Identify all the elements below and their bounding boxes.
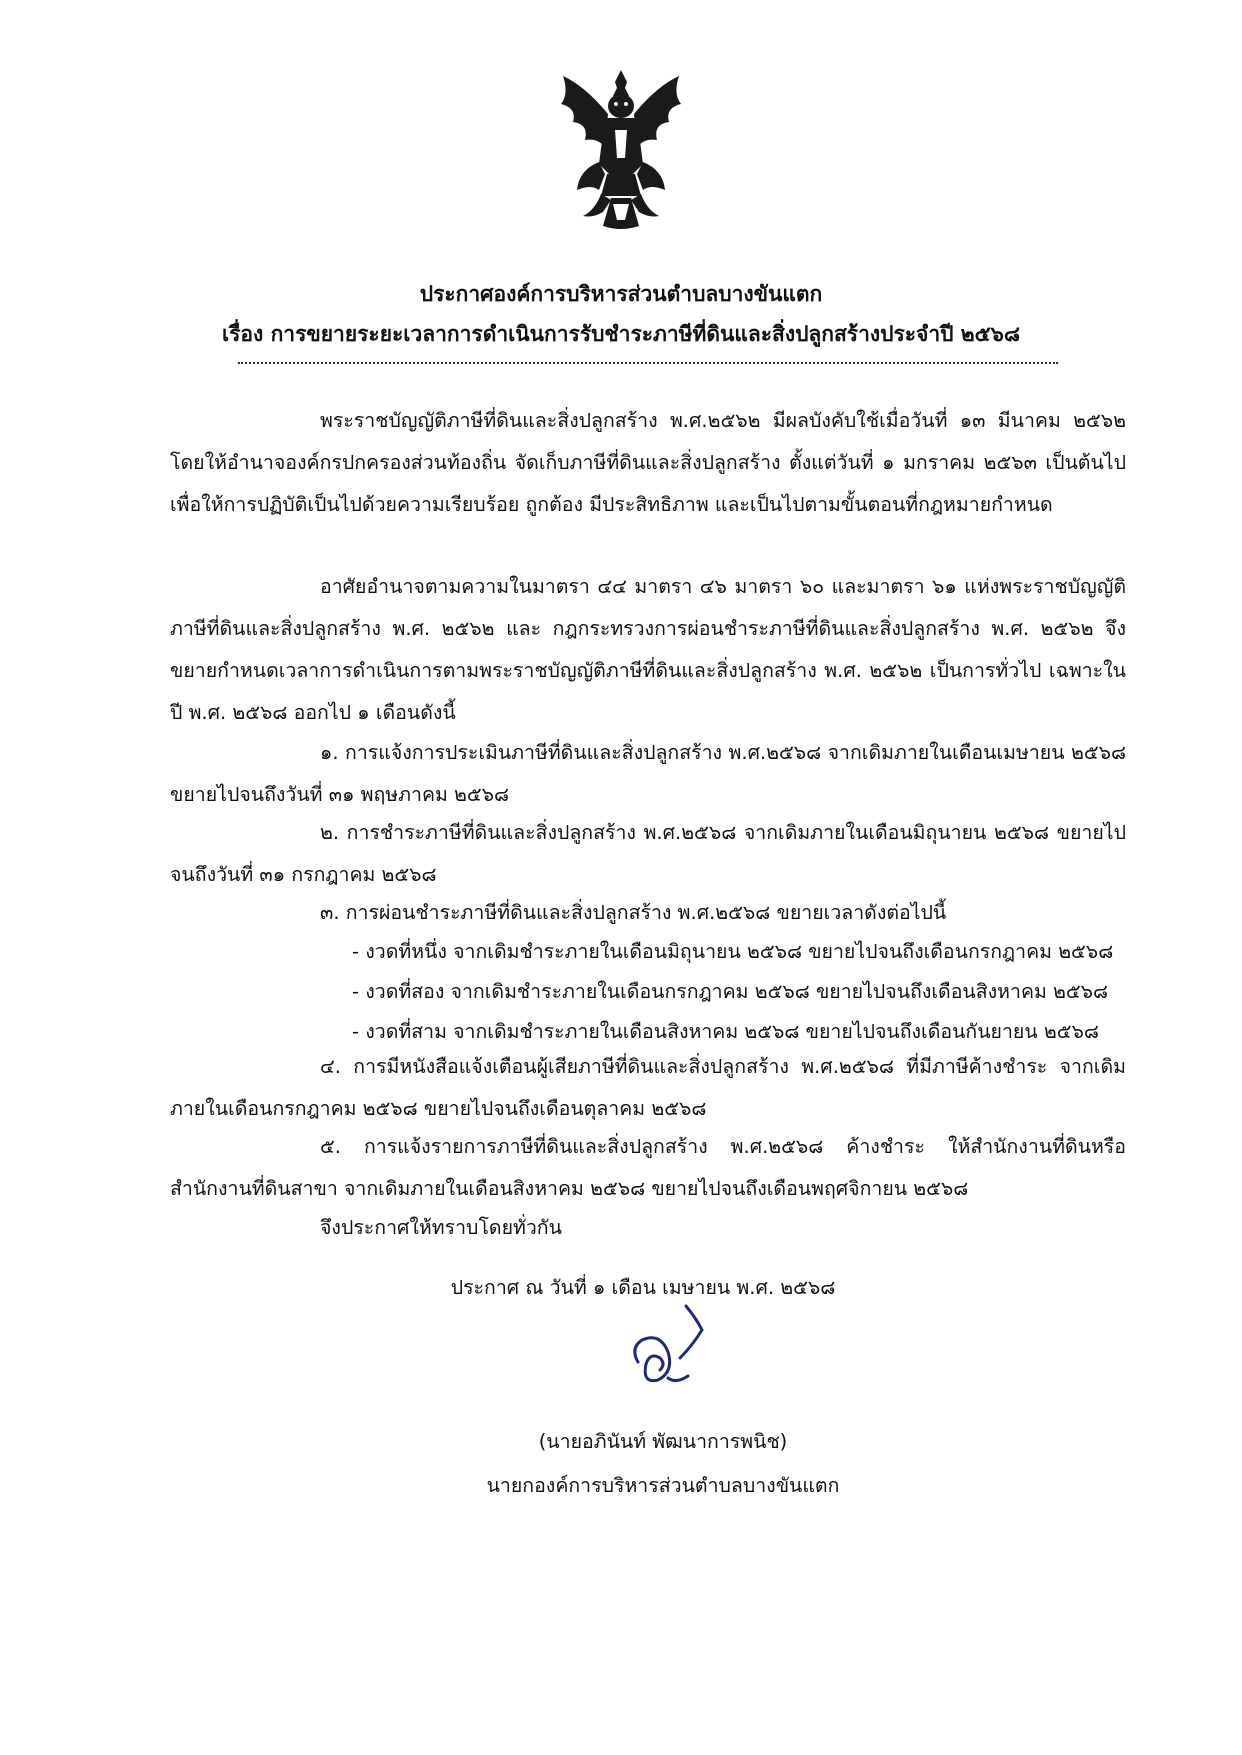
paragraph-2: อาศัยอำนาจตามความในมาตรา ๔๔ มาตรา ๔๖ มาตรา ๖๐ และมาตรา ๖๑ แห่งพระราชบัญญัติภาษีที่ดินและสิ่งปลูกสร้าง พ.ศ. ๒๕๖๒ และ กฎกระทรวงการผ่อนชำระภาษีที่ดินและสิ่งปลูกสร้าง พ.ศ. ๒๕๖๒ จึงขยายกำหนดเวลาการดำเนินการตามพระราชบัญญัติภาษีที่ดินและสิ่งปลูกสร้าง พ.ศ. ๒๕๖๒ เป็นการทั่วไป เฉพาะในปี พ.ศ. ๒๕๖๘ ออกไป ๑ เดือนดังนี้ bbox=[170, 575, 1126, 724]
list-item-3-bullet: - งวดที่สาม จากเดิมชำระภายในเดือนสิงหาคม ๒๕๖๘ ขยายไปจนถึงเดือนกันยายน ๒๕๖๘ bbox=[352, 1020, 1099, 1043]
list-item-4: ๔. การมีหนังสือแจ้งเตือนผู้เสียภาษีที่ดินและสิ่งปลูกสร้าง พ.ศ.๒๕๖๘ ที่มีภาษีค้างชำระ จากเดิมภายในเดือนกรกฎาคม ๒๕๖๘ ขยายไปจนถึงเดือนตุลาคม ๒๕๖๘ bbox=[170, 1055, 1126, 1120]
list-item-3-bullet: - งวดที่หนึ่ง จากเดิมชำระภายในเดือนมิถุนายน ๒๕๖๘ ขยายไปจนถึงเดือนกรกฎาคม ๒๕๖๘ bbox=[352, 940, 1114, 963]
dotted-divider bbox=[238, 362, 1058, 364]
signer-name: (นายอภินันท์ พัฒนาการพนิช) bbox=[538, 1430, 788, 1453]
signature-image bbox=[616, 1300, 736, 1410]
list-item-3: ๓. การผ่อนชำระภาษีที่ดินและสิ่งปลูกสร้าง พ.ศ.๒๕๖๘ ขยายเวลาดังต่อไปนี้ bbox=[320, 901, 947, 924]
garuda-emblem-icon bbox=[555, 66, 687, 232]
document-title: ประกาศองค์การบริหารส่วนตำบลบางขันแตก bbox=[419, 282, 823, 306]
list-item-3-bullet: - งวดที่สอง จากเดิมชำระภายในเดือนกรกฎาคม ๒๕๖๘ ขยายไปจนถึงเดือนสิงหาคม ๒๕๖๘ bbox=[352, 980, 1109, 1003]
list-item-1: ๑. การแจ้งการประเมินภาษีที่ดินและสิ่งปลูกสร้าง พ.ศ.๒๕๖๘ จากเดิมภายในเดือนเมษายน ๒๕๖๘ ขยายไปจนถึงวันที่ ๓๑ พฤษภาคม ๒๕๖๘ bbox=[170, 741, 1126, 806]
document-subject: เรื่อง การขยายระยะเวลาการดำเนินการรับชำระภาษีที่ดินและสิ่งปลูกสร้างประจำปี ๒๕๖๘ bbox=[221, 322, 1021, 346]
paragraph-1: พระราชบัญญัติภาษีที่ดินและสิ่งปลูกสร้าง พ.ศ.๒๕๖๒ มีผลบังคับใช้เมื่อวันที่ ๑๓ มีนาคม ๒๕๖๒ โดยให้อำนาจองค์กรปกครองส่วนท้องถิ่น จัดเก็บภาษีที่ดินและสิ่งปลูกสร้าง ตั้งแต่วันที่ ๑ มกราคม ๒๕๖๓ เป็นต้นไป เพื่อให้การปฏิบัติเป็นไปด้วยความเรียบร้อย ถูกต้อง มีประสิทธิภาพ และเป็นไปตามขั้นตอนที่กฎหมายกำหนด bbox=[170, 409, 1126, 516]
closing-statement: จึงประกาศให้ทราบโดยทั่วกัน bbox=[320, 1216, 562, 1239]
signer-title: นายกองค์การบริหารส่วนตำบลบางขันแตก bbox=[486, 1474, 840, 1497]
announcement-date: ประกาศ ณ วันที่ ๑ เดือน เมษายน พ.ศ. ๒๕๖๘ bbox=[450, 1276, 836, 1299]
list-item-2: ๒. การชำระภาษีที่ดินและสิ่งปลูกสร้าง พ.ศ.๒๕๖๘ จากเดิมภายในเดือนมิถุนายน ๒๕๖๘ ขยายไปจนถึงวันที่ ๓๑ กรกฎาคม ๒๕๖๘ bbox=[170, 821, 1126, 886]
list-item-5: ๕. การแจ้งรายการภาษีที่ดินและสิ่งปลูกสร้าง พ.ศ.๒๕๖๘ ค้างชำระ ให้สำนักงานที่ดินหรือสำนักงานที่ดินสาขา จากเดิมภายในเดือนสิงหาคม ๒๕๖๘ ขยายไปจนถึงเดือนพฤศจิกายน ๒๕๖๘ bbox=[170, 1135, 1126, 1200]
